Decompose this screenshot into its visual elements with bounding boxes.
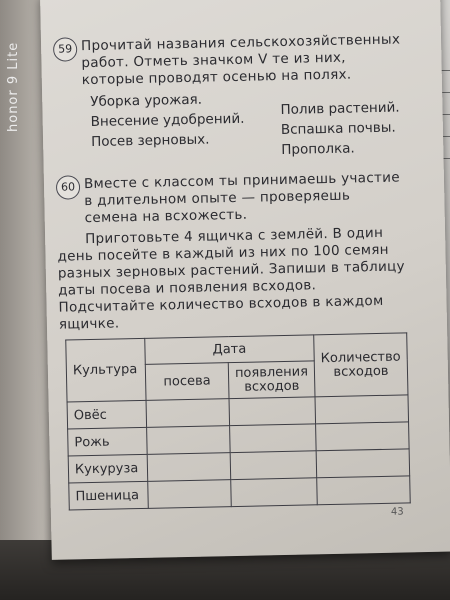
task-59-text: Прочитай названия сельскохозяйственных работ. Отметь значком V те из них, которые проводят осенью на полях.: [80, 31, 401, 89]
workbook-page: [40, 0, 450, 560]
task-60-number: 60: [56, 175, 80, 199]
sowing-date-cell[interactable]: [146, 426, 230, 455]
sowing-date-cell[interactable]: [147, 453, 231, 482]
sprouts-date-cell[interactable]: [230, 424, 317, 453]
camera-watermark: honor 9 Lite: [6, 41, 21, 132]
work-item: Посев зерновых.: [90, 131, 210, 150]
sprouts-count-cell[interactable]: [316, 422, 410, 451]
task-59-number: 59: [53, 37, 77, 61]
work-item: Внесение удобрений.: [90, 110, 245, 130]
header-date: Дата: [145, 335, 315, 365]
row-crop-name: Пшеница: [69, 481, 148, 510]
sowing-date-cell[interactable]: [148, 480, 232, 509]
header-sprouts: появления всходов: [228, 361, 315, 399]
sowing-date-cell[interactable]: [146, 399, 230, 428]
sprouts-count-cell[interactable]: [317, 476, 411, 505]
page-number: 43: [390, 506, 404, 518]
work-item: Уборка урожая.: [90, 91, 203, 110]
task-60-intro: Вместе с классом ты принимаешь участие в длительном опыте — проверяешь семена на всхожесть.: [83, 169, 401, 227]
sprouts-count-cell[interactable]: [316, 449, 410, 478]
sprouts-date-cell[interactable]: [229, 397, 316, 426]
sprouts-date-cell[interactable]: [231, 478, 318, 507]
sprouts-count-cell[interactable]: [315, 395, 409, 424]
sprouts-date-cell[interactable]: [230, 451, 317, 480]
row-crop-name: Кукуруза: [68, 454, 147, 483]
work-item: Полив растений.: [280, 99, 400, 118]
work-item: Прополка.: [281, 140, 355, 158]
header-sowing: посева: [145, 363, 229, 401]
work-item: Вспашка почвы.: [280, 119, 396, 138]
row-crop-name: Рожь: [68, 427, 147, 456]
header-count: Количество всходов: [314, 333, 408, 397]
experiment-table: [65, 332, 411, 510]
row-crop-name: Овёс: [67, 400, 146, 429]
header-crop: Культура: [66, 338, 146, 402]
task-60-instruction: Приготовьте 4 ящичка с землёй. В один день посейте в каждый из них по 100 семян разных зерновых растений. Запиши в таблицу даты посева и появления всходов. Подсчитайте количество всходов в каждом ящичке.: [57, 224, 406, 333]
